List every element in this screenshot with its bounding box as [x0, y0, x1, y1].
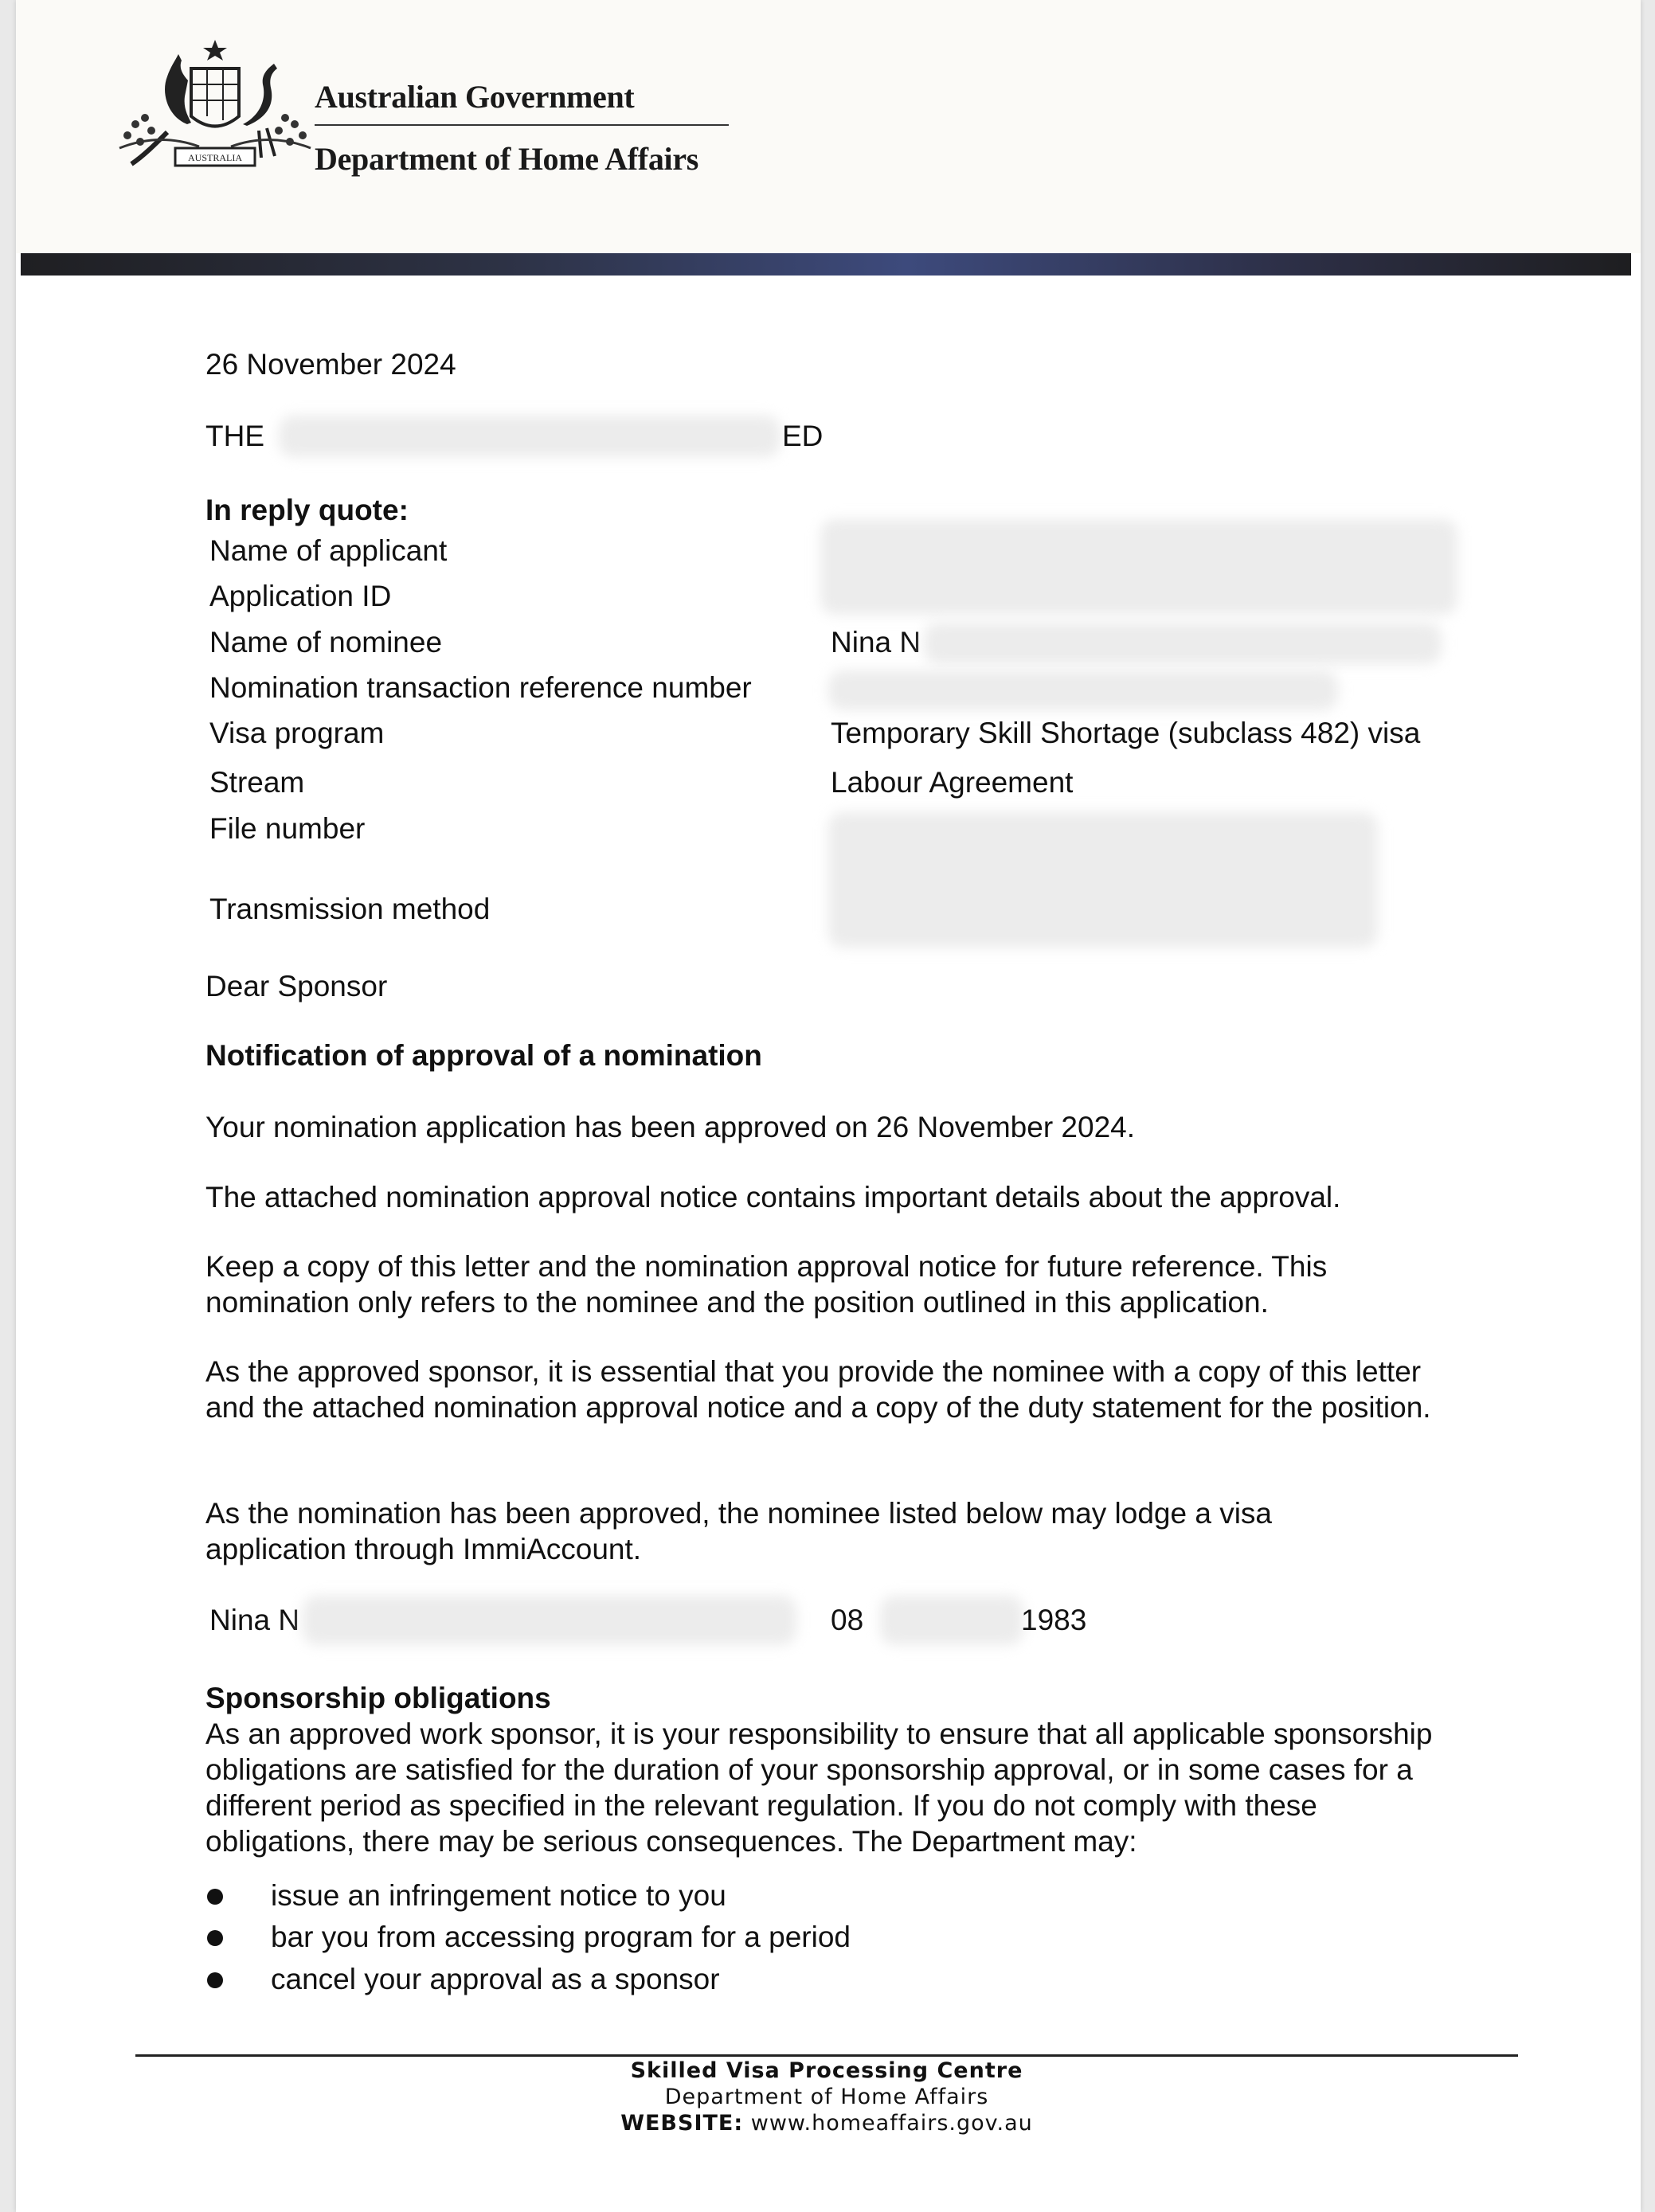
coat-of-arms-icon: [112, 37, 319, 180]
reply-quote-heading: In reply quote:: [205, 494, 409, 526]
recipient-prefix: THE: [205, 420, 264, 452]
redacted-recipient: [279, 416, 781, 457]
salutation: Dear Sponsor: [205, 970, 388, 1002]
field-label-file-number: File number: [209, 812, 366, 845]
field-value-nominee: Nina N: [831, 626, 921, 659]
redacted-nominee-surname: [924, 623, 1442, 664]
letter-subject: Notification of approval of a nomination: [205, 1039, 762, 1072]
redacted-nominee-name: [303, 1596, 796, 1645]
field-label-transmission-method: Transmission method: [209, 893, 491, 925]
field-label-reference-number: Nomination transaction reference number: [209, 671, 752, 704]
field-label-application-id: Application ID: [209, 580, 392, 612]
website-link[interactable]: www.homeaffairs.gov.au: [750, 2111, 1033, 2136]
letter-date: 26 November 2024: [205, 348, 456, 381]
field-label-applicant: Name of applicant: [209, 534, 448, 567]
redacted-reference-number: [828, 670, 1338, 710]
paragraph-attached-notice: The attached nomination approval notice contains important details about the approval.: [205, 1181, 1341, 1213]
government-title: Australian Government: [315, 79, 635, 115]
paragraph-lodge-visa: As the nomination has been approved, the nominee listed below may lodge a visa application through ImmiAccount.: [205, 1497, 1273, 1565]
field-value-stream: Labour Agreement: [831, 766, 1074, 799]
footer-department: Department of Home Affairs: [664, 2085, 989, 2109]
header-band-bar: [21, 253, 1631, 276]
footer-divider: [135, 2054, 1518, 2057]
footer-website: [135, 2110, 1518, 2136]
paragraph-keep-copy: Keep a copy of this letter and the nomination approval notice for future reference. This nomination only refers to the nominee and the position outlined in this application.: [205, 1250, 1328, 1319]
field-label-visa-program: Visa program: [209, 717, 385, 749]
website-label: WEBSITE:: [620, 2111, 744, 2136]
field-value-visa-program: Temporary Skill Shortage (subclass 482) visa: [831, 717, 1421, 749]
nominee-dob-year: 1983: [1021, 1604, 1087, 1636]
bullet-icon: [207, 1889, 223, 1905]
bullet-icon: [207, 1930, 223, 1946]
letter-page: [16, 0, 1641, 2212]
nominee-dob-day: 08: [831, 1604, 864, 1636]
obligations-text: As an approved work sponsor, it is your responsibility to ensure that all applicable sponsorship obligations are satisfied for the duration of your sponsorship approval, or in some cases for a different period as specified in the relevant regulation. If you do not comply with these obligations, there may be serious consequences. The Department may:: [205, 1718, 1433, 1858]
redacted-file-and-transmission: [828, 812, 1378, 948]
svg-text:AUSTRALIA: AUSTRALIA: [188, 152, 242, 163]
letterhead: [16, 0, 1641, 253]
recipient-suffix: ED: [782, 420, 824, 452]
redacted-applicant-details: [820, 519, 1457, 615]
paragraph-approval-date: Your nomination application has been approved on 26 November 2024.: [205, 1111, 1136, 1143]
nominee-name: Nina N: [209, 1604, 300, 1636]
obligation-item: bar you from accessing program for a period: [271, 1921, 851, 1953]
bullet-icon: [207, 1972, 223, 1988]
obligation-item: cancel your approval as a sponsor: [271, 1963, 720, 1995]
field-label-nominee: Name of nominee: [209, 626, 443, 659]
footer-centre: Skilled Visa Processing Centre: [630, 2058, 1023, 2083]
title-divider: [315, 124, 729, 126]
paragraph-sponsor-duty: As the approved sponsor, it is essential that you provide the nominee with a copy of this letter and the attached nomination approval notice and a copy of the duty statement for the position.: [205, 1355, 1431, 1424]
redacted-dob-month: [880, 1596, 1023, 1645]
field-label-stream: Stream: [209, 766, 305, 799]
obligation-item: issue an infringement notice to you: [271, 1879, 726, 1912]
obligations-heading: Sponsorship obligations: [205, 1682, 551, 1714]
department-title: Department of Home Affairs: [315, 141, 699, 177]
